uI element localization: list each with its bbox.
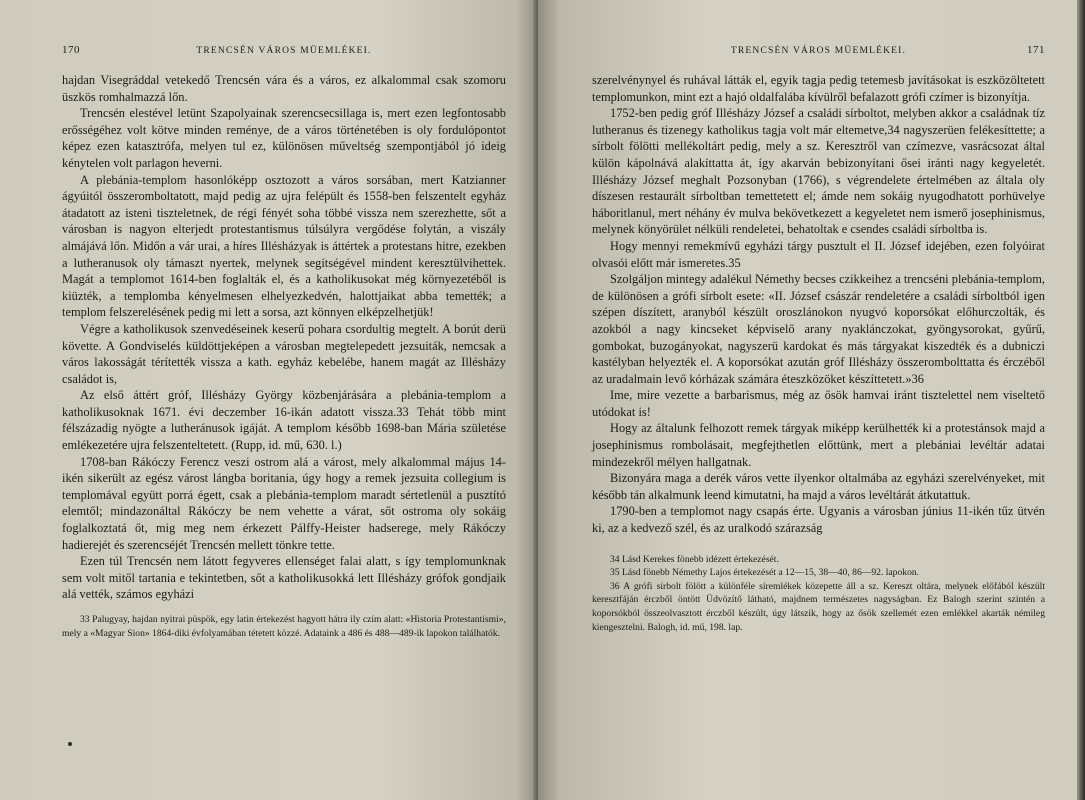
footnote: 35 Lásd fönebb Némethy Lajos értekezését a 12—15, 38—40, 86—92. lapokon. (610, 567, 920, 579)
paragraph: 1790-ben a templomot nagy csapás érte. Ugyanis a városban június 11-ikén tűz ütvén ki, az a kedvező szél, és az uralkodó szárazság (592, 504, 1045, 536)
left-footnotes (62, 613, 506, 640)
left-page (0, 0, 538, 800)
paragraph: 1708-ban Rákóczy Ferencz veszi ostrom alá a várost, mely alkalommal május 14-ikén sikerült az egész várost lángba boritania, úgy hogy a remek jezsuita collegium is templomával együtt porrá égett, csak a plebánia-templom maradt sértetlenül a pusztító elemtől; mindazonáltal Rákóczy be nem vehette a várat, sőt ostroma oly sokáig foglalkoztatá őt, mig meg nem érkezett Pálffy-Heister hadserege, mely Rákóczy hadierejét és szerencséjét Trencsén mellett tönkre tette. (62, 454, 506, 552)
left-running-head (62, 44, 506, 58)
paragraph: szerelvénynyel és ruhával látták el, egyik tagja pedig tetemesb javításokat is eszközöltetett templomunkon, mint ezt a hajó oldalfalába kívülről befalazott grófi czímer is bizonyítja. (592, 73, 1045, 104)
right-running-head (592, 44, 1045, 58)
paragraph: Bizonyára maga a derék város vette ilyenkor oltalmába az egyházi szerelvényeket, mit később tán alkalmunk leend kimutatni, ha majd a város levéltárát átkutattuk. (592, 471, 1045, 502)
left-body-text (62, 72, 506, 603)
paragraph: Végre a katholikusok szenvedéseinek keserű pohara csordultig megtelt. A borút derü követte. A Gondviselés küldöttjeképen a városban megtelepedett jezsuiták, nemcsak a város lakosságát térítették vissza a kath. egyház kebelébe, hanem magát az Illésházy családot is, (62, 321, 506, 386)
right-body-text (592, 72, 1045, 537)
paragraph: hajdan Visegráddal vetekedő Trencsén vára és a város, ez alkalommal csak szomoru üszkös romhalmazzá lőn. (62, 73, 506, 104)
right-page-number: 171 (1026, 44, 1045, 56)
page-edge (1077, 0, 1085, 800)
paragraph: Hogy mennyi remekmívű egyházi tárgy pusztult el II. József idejében, ezen folyóirat olvasói előtt már ismeretes.35 (592, 238, 1045, 270)
paragraph: Hogy az általunk felhozott remek tárgyak miképp kerülhették ki a protestánsok majd a josephinismus rombolásait, megfejthetlen előttünk, mert a plebániai levéltár adatai mindezekről mélyen hallgatnak. (592, 421, 1045, 469)
right-page (538, 0, 1085, 800)
paragraph: Ezen túl Trencsén nem látott fegyveres ellenséget falai alatt, s így templomunknak sem volt mitől tartania e tekintetben, sőt a katholikusokká lett Illésházy grófok gondjaik alá vették, számos egyházi (62, 554, 506, 602)
paragraph: Szolgáljon mintegy adalékul Némethy becses czikkeihez a trencséni plebánia-templom, de különösen a grófi sírbolt esete: «II. József császár rendeletére a családi sírboltból igen szépen díszített, aranyból készült oroszlánokon nyugvó koporsókat előhurczolták, és azokból a nagy kincseket képviselő arany nyaklánczokat, gyöngysorokat, gyűrű, gombokat, buzogányokat, nagyszerü kardokat és más tárgyakat kiszedték és a dubniczi kastélyban helyezték el. A koporsókat azután gróf Illésházy összerombolttatta és érczéből az uradalmain levő kórházak számára éteszközöket készíttetett.»36 (592, 272, 1045, 386)
paragraph: 1752-ben pedig gróf Illésházy József a családi sírboltot, melyben akkor a családnak tíz lutheranus és tizenegy katholikus tagja volt már eltemetve,34 nagyszerüen felékesíttette; a sírbolt fölötti mellékoltárt pedig, mely a sz. Keresztről van czímezve, vasrácsozat által külön kápolnává alakíttatta át, így akarván bebizonyítani ősei iránti nagy kegyeletét. Illésházy József meghalt Pozsonyban (1766), s végrendelete értelmében az általa oly díszesen restaurált sírboltban temettetett el; ámde nem sokáig nyugodhatott porhüvelye háboritlanul, mert néhány év mulva bekövetkezett a kegyeletet nem ismerő josephinismus, melynek könyörület nélküli rendeletei, behatoltak e csendes családi sírboltba is. (592, 106, 1045, 237)
left-running-title: TRENCSÉN VÁROS MÜEMLÉKEI. (196, 46, 372, 56)
paragraph: Trencsén elestével letünt Szapolyainak szerencsecsillaga is, mert ezen legfontosabb erősségéhez volt kötve minden reménye, de a város történetében is oly fordulópontot képez ezen katasztrófa, melyen tul ez, különösen műveltség szempontjából jó ideig kénytelen volt parlagon heverni. (62, 106, 506, 170)
footnote: 33 Palugyay, hajdan nyitrai püspök, egy latin értekezést hagyott hátra ily czím alatt: «Historia Protestantismi», mely a «Magyar Sion» 1864-diki évfolyamában tétetett közzé. Adataink a 486 és 488—489-ik lapokon találhatók. (62, 614, 506, 639)
right-footnotes (592, 553, 1045, 635)
right-running-title: TRENCSÉN VÁROS MÜEMLÉKEI. (730, 46, 907, 56)
paragraph: Ime, mire vezette a barbarismus, még az ősök hamvai iránt tisztelettel nem viseltető utódokat is! (592, 388, 1045, 419)
left-page-number: 170 (62, 44, 80, 56)
paragraph: Az első áttért gróf, Illésházy György közbenjárására a plebánia-templom a katholikusoknak 1671. évi deczember 16-ikán adatott vissza.33 Tehát több mint félszázadig nyögte a lutheránusok igáját. A templom később 1698-ban Mária születése emlékezetére ujra felszenteltetett. (Rupp, id. mű, 630. l.) (62, 388, 506, 453)
footnote: 34 Lásd Kerekes fönebb idézett értekezését. (610, 553, 779, 565)
footnote: 36 A grófi sírbolt fölött a különféle síremlékek közepette áll a sz. Kereszt oltára, melynek előfából készült keresztfáján érczből öntött Üdvözítő látható, majdnem természetes nagyságban. Ez Balogh szerint szintén a koporsókból összeolvasztott érczből készült, úgy látszik, hogy az ősök szellemét ezen emlékkel akarták némileg kiengesztelni. Balogh, id. mű, 198. lap. (592, 580, 1045, 633)
paragraph: A plebánia-templom hasonlóképp osztozott a város sorsában, mert Katzianner ágyúitól összeromboltatott, majd pedig az ujra felépült és 1558-ben felszentelt egyház átadatott az isteni tiszteletnek, de régi fényét soha többé vissza nem szerezhette, sőt a városban is nagyon elterjedt protestantismus túlsúlyra vergődése folytán, a viszály almájává lőn. Midőn a vár urai, a híres Illésházyak is áttértek a protestans hitre, ezekben a lutheranusok oly támaszt nyertek, melynek segítségével mindent keresztülvihettek. Magát a templomot 1614-ben foglalták el, és a katholikusokat még környezetéből is kiüzték, a templomba kényelmesen elhelyezkedvén, halottjaikat abba temették; a templom felszerelésének pedig mi lett a sorsa, azt könnyen elképzelhetjük! (62, 172, 506, 320)
ink-dot (68, 742, 72, 746)
